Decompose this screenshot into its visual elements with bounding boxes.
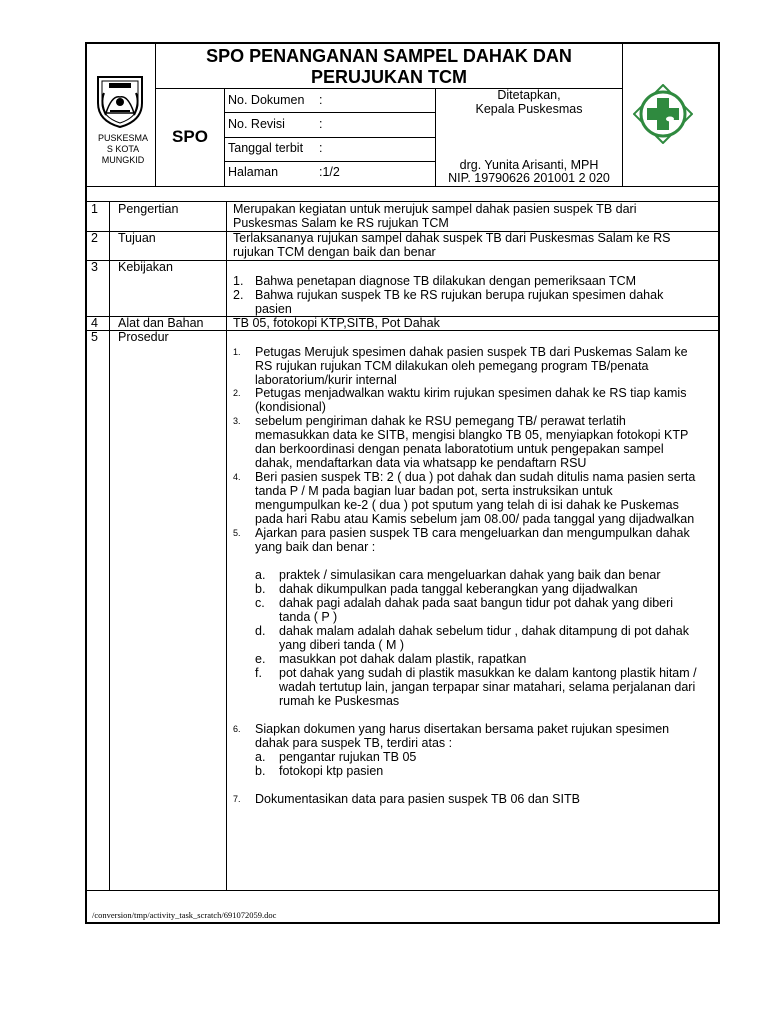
step-1-line1: Petugas Merujuk spesimen dahak pasien suspek TB dari Puskemas Salam ke [255, 345, 688, 359]
step-5a-text: praktek / simulasikan cara mengeluarkan dahak yang baik dan benar [279, 568, 661, 582]
frame-bottom [85, 922, 719, 924]
page-title-line2: PERUJUKAN TCM [310, 67, 467, 87]
org-name-line3: MUNGKID [101, 155, 145, 165]
step-number: 6. [233, 724, 241, 734]
org-name-line2: S KOTA [106, 144, 140, 154]
step-5f-line2: wadah tertutup lain, jangan terpapar sinar matahari, selama perjalanan dari [279, 680, 696, 694]
frame-top [85, 42, 719, 44]
tujuan-line2: rujukan TCM dengan baik dan benar [233, 245, 436, 259]
step-6b-text: fotokopi ktp pasien [279, 764, 384, 778]
step-3-line3: dan berkoordinasi dengan penata laboratotium untuk pengepakan sampel [255, 442, 664, 456]
step-number: 4. [233, 472, 241, 482]
step-number: 7. [233, 794, 241, 804]
step-5f-line1: pot dahak yang sudah di plastik masukkan ke dalam kantong plastik hitam / [279, 666, 697, 680]
row-number: 1 [91, 202, 98, 216]
field-divider-3 [224, 161, 435, 162]
step-4-line3: mengumpulkan ke-2 ( dua ) pot sputum yang telah di isi dahak ke Puskemas [255, 498, 679, 512]
step-4-line2: tanda P / M pada bagian luar badan pot, serta instruksikan untuk [255, 484, 613, 498]
step-5-line1: Ajarkan para pasien suspek TB cara mengeluarkan dan mengumpulkan dahak [255, 526, 690, 540]
field-divider-1 [224, 112, 435, 113]
step-number: 1. [233, 347, 241, 357]
step-number: 2. [233, 388, 241, 398]
step-5-line2: yang baik dan benar : [255, 540, 376, 554]
row-number: 2 [91, 231, 98, 245]
sub-letter: d. [255, 624, 266, 638]
kebijakan-item-1: Bahwa penetapan diagnose TB dilakukan dengan pemeriksaan TCM [255, 274, 637, 288]
kebijakan-item-2-line1: Bahwa rujukan suspek TB ke RS rujukan berupa rujukan spesimen dahak [255, 288, 664, 302]
approval-line1: Ditetapkan, [497, 88, 561, 102]
field-value-halaman: :1/2 [319, 165, 340, 179]
frame-right [718, 42, 720, 924]
step-2-line2: (kondisional) [255, 400, 326, 414]
sub-letter: b. [255, 582, 266, 596]
spo-label: SPO [172, 127, 208, 146]
sub-letter: e. [255, 652, 266, 666]
step-2-line1: Petugas menjadwalkan waktu kirim rujukan spesimen dahak ke RS tiap kamis [255, 386, 687, 400]
step-4-line1: Beri pasien suspek TB: 2 ( dua ) pot dahak dan sudah ditulis nama pasien serta [255, 470, 696, 484]
sub-letter: a. [255, 750, 266, 764]
row-number: 4 [91, 316, 98, 330]
step-7-text: Dokumentasikan data para pasien suspek TB 06 dan SITB [255, 792, 580, 806]
step-number: 3. [233, 416, 241, 426]
step-3-line1: sebelum pengiriman dahak ke RSU pemegang TB/ perawat terlatih [255, 414, 626, 428]
tujuan-line1: Terlaksananya rujukan sampel dahak suspek TB dari Puskesmas Salam ke RS [233, 231, 671, 245]
row-label-tujuan: Tujuan [118, 231, 156, 245]
step-5d-line2: yang diberi tanda ( M ) [279, 638, 405, 652]
footer-file-path: /conversion/tmp/activity_task_scratch/691072059.doc [92, 910, 277, 920]
row-divider-2 [85, 260, 719, 261]
approval-nip: NIP. 19790626 201001 2 020 [448, 171, 610, 185]
table-col-label [226, 201, 227, 891]
puskesmas-crest-logo [92, 73, 148, 129]
sub-letter: a. [255, 568, 266, 582]
sub-letter: b. [255, 764, 266, 778]
step-5e-text: masukkan pot dahak dalam plastik, rapatkan [279, 652, 527, 666]
sub-letter: c. [255, 596, 265, 610]
field-value-dokumen: : [319, 93, 323, 107]
step-1-line2: RS rujukan rujukan TCM dilakukan oleh pemegang program TB/penata [255, 359, 649, 373]
step-5b-text: dahak dikumpulkan pada tanggal keberangkan yang dijadwalkan [279, 582, 638, 596]
kebijakan-number-2: 2. [233, 288, 244, 302]
row-number: 3 [91, 260, 98, 274]
pengertian-line1: Merupakan kegiatan untuk merujuk sampel dahak pasien suspek TB dari [233, 202, 637, 216]
row-label-kebijakan: Kebijakan [118, 260, 173, 274]
frame-left [85, 42, 87, 924]
approval-line2: Kepala Puskesmas [475, 102, 583, 116]
field-label-halaman: Halaman [228, 165, 279, 179]
row-label-prosedur: Prosedur [118, 330, 169, 344]
step-5f-line3: rumah ke Puskesmas [279, 694, 400, 708]
step-5c-line2: tanda ( P ) [279, 610, 338, 624]
kebijakan-number-1: 1. [233, 274, 244, 288]
step-6-line2: dahak para suspek TB, terdiri atas : [255, 736, 453, 750]
step-number: 5. [233, 528, 241, 538]
org-name-line1: PUSKESMA [97, 133, 148, 143]
row-number: 5 [91, 330, 98, 344]
step-4-line4: pada hari Rabu atau Kamis sebelum jam 08.00/ pada tanggal yang dijadwalkan [255, 512, 695, 526]
sub-letter: f. [255, 666, 262, 680]
step-3-line2: memasukkan data ke SITB, mengisi blangko TB 05, menyiapkan fotokopi KTP [255, 428, 689, 442]
step-5c-line1: dahak pagi adalah dahak pada saat bangun tidur pot dahak yang diberi [279, 596, 674, 610]
kebijakan-item-2-line2: pasien [255, 302, 292, 316]
field-value-tanggal: : [319, 141, 323, 155]
header-bottom [85, 186, 719, 187]
field-value-revisi: : [319, 117, 323, 131]
row-label-pengertian: Pengertian [118, 202, 179, 216]
table-col-no [109, 201, 110, 891]
health-cross-logo [633, 84, 693, 144]
page-title-line1: SPO PENANGANAN SAMPEL DAHAK DAN [206, 46, 572, 66]
field-label-dokumen: No. Dokumen [228, 93, 305, 107]
row-label-alat-bahan: Alat dan Bahan [118, 316, 204, 330]
step-6a-text: pengantar rujukan TB 05 [279, 750, 417, 764]
step-6-line1: Siapkan dokumen yang harus disertakan bersama paket rujukan spesimen [255, 722, 670, 736]
step-5d-line1: dahak malam adalah dahak sebelum tidur , dahak ditampung di pot dahak [279, 624, 689, 638]
approval-name: drg. Yunita Arisanti, MPH [459, 158, 599, 172]
alat-bahan-text: TB 05, fotokopi KTP,SITB, Pot Dahak [233, 316, 440, 330]
table-bottom [85, 890, 719, 891]
header-divider-right [622, 42, 623, 187]
step-1-line3: laboratorium/kurir internal [255, 373, 397, 387]
pengertian-line2: Puskesmas Salam ke RS rujukan TCM [233, 216, 449, 230]
field-label-revisi: No. Revisi [228, 117, 285, 131]
step-3-line4: dahak, mendaftarkan data via whatsapp ke pendaftarn RSU [255, 456, 587, 470]
field-label-tanggal: Tanggal terbit [228, 141, 304, 155]
field-divider-2 [224, 137, 435, 138]
